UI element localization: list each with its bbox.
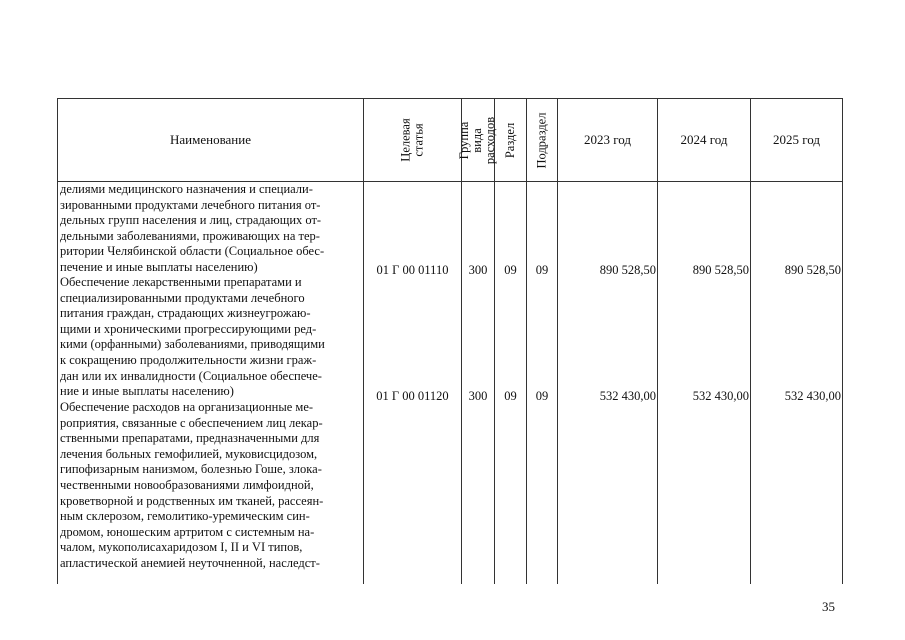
header-subsection-cell: [527, 99, 558, 181]
row-name: Обеспечение расходов на организационные ме- роприятия, связанные с обеспечением лиц лекар- ственными препаратами, предназначенными для лечения больных гемофилией, муковисцидозом, гипофизарным нанизмом, болезнью Гоше, злока- чественными новообразованиями лимфоидной, кроветворной и родственных им тканей, рассеян- ным склерозом, гемолитико-уремическим син- дромом, юношеским артритом с системным на- чалом, мукополисахаридозом I, II и VI типов, апластической анемией неуточненной, наследст-: [60, 400, 324, 570]
row-group: 300: [468, 263, 488, 277]
column-line: [657, 182, 658, 584]
header-2025: 2025 год: [773, 132, 820, 147]
row-target: 01 Г 00 01110: [376, 263, 449, 277]
column-line: [750, 182, 751, 584]
header-2023-cell: [558, 99, 658, 181]
header-group-cell: [457, 99, 498, 181]
header-section: Раздел: [503, 122, 518, 158]
row-2025: 532 430,00: [784, 389, 841, 403]
header-2024: 2024 год: [680, 132, 728, 147]
header-group: Группа вида расходов: [457, 116, 498, 164]
row-group: 300: [468, 389, 488, 403]
column-line: [526, 182, 527, 584]
row-section: 09: [504, 389, 517, 403]
row-section: 09: [504, 263, 517, 277]
header-2025-cell: [751, 99, 842, 181]
row-2023: 890 528,50: [599, 263, 656, 277]
row-2024: 532 430,00: [692, 389, 749, 403]
row-2025: 890 528,50: [784, 263, 841, 277]
header-target-cell: [364, 99, 462, 181]
header-2023: 2023 год: [584, 132, 631, 147]
row-target: 01 Г 00 01120: [376, 389, 449, 403]
row-2024: 890 528,50: [692, 263, 749, 277]
row-subsection: 09: [535, 389, 549, 403]
header-name-cell: [58, 99, 364, 181]
page-number: 35: [822, 599, 835, 614]
header-section-cell: [495, 99, 527, 181]
column-line: [842, 182, 843, 584]
header-name: Наименование: [170, 132, 251, 147]
column-line: [57, 182, 58, 584]
header-target: Целевая статья: [398, 118, 426, 162]
column-line: [461, 182, 462, 584]
row-subsection: 09: [535, 263, 549, 277]
column-line: [494, 182, 495, 584]
column-line: [363, 182, 364, 584]
header-2024-cell: [658, 99, 751, 181]
table-header: [57, 98, 843, 182]
row-2023: 532 430,00: [599, 389, 656, 403]
row-name: делиями медицинского назначения и специали- зированными продуктами лечебного питания от- дельных групп населения и лиц, страдающих от- дельными заболеваниями, проживающих на тер- ритории Челябинской области (Социальное обес- печение и иные выплаты населению): [60, 182, 325, 274]
column-line: [557, 182, 558, 584]
header-subsection: Подраздел: [534, 112, 549, 168]
row-name: Обеспечение лекарственными препаратами и специализированными продуктами лечебного питания граждан, страдающих жизнеугрожаю- щими и хроническими прогрессирующими ред- кими (орфанными) заболеваниями, приводящими к сокращению продолжительности жизни граж- дан или их инвалидности (Социальное обеспече- ние и иные выплаты населению): [60, 275, 325, 399]
